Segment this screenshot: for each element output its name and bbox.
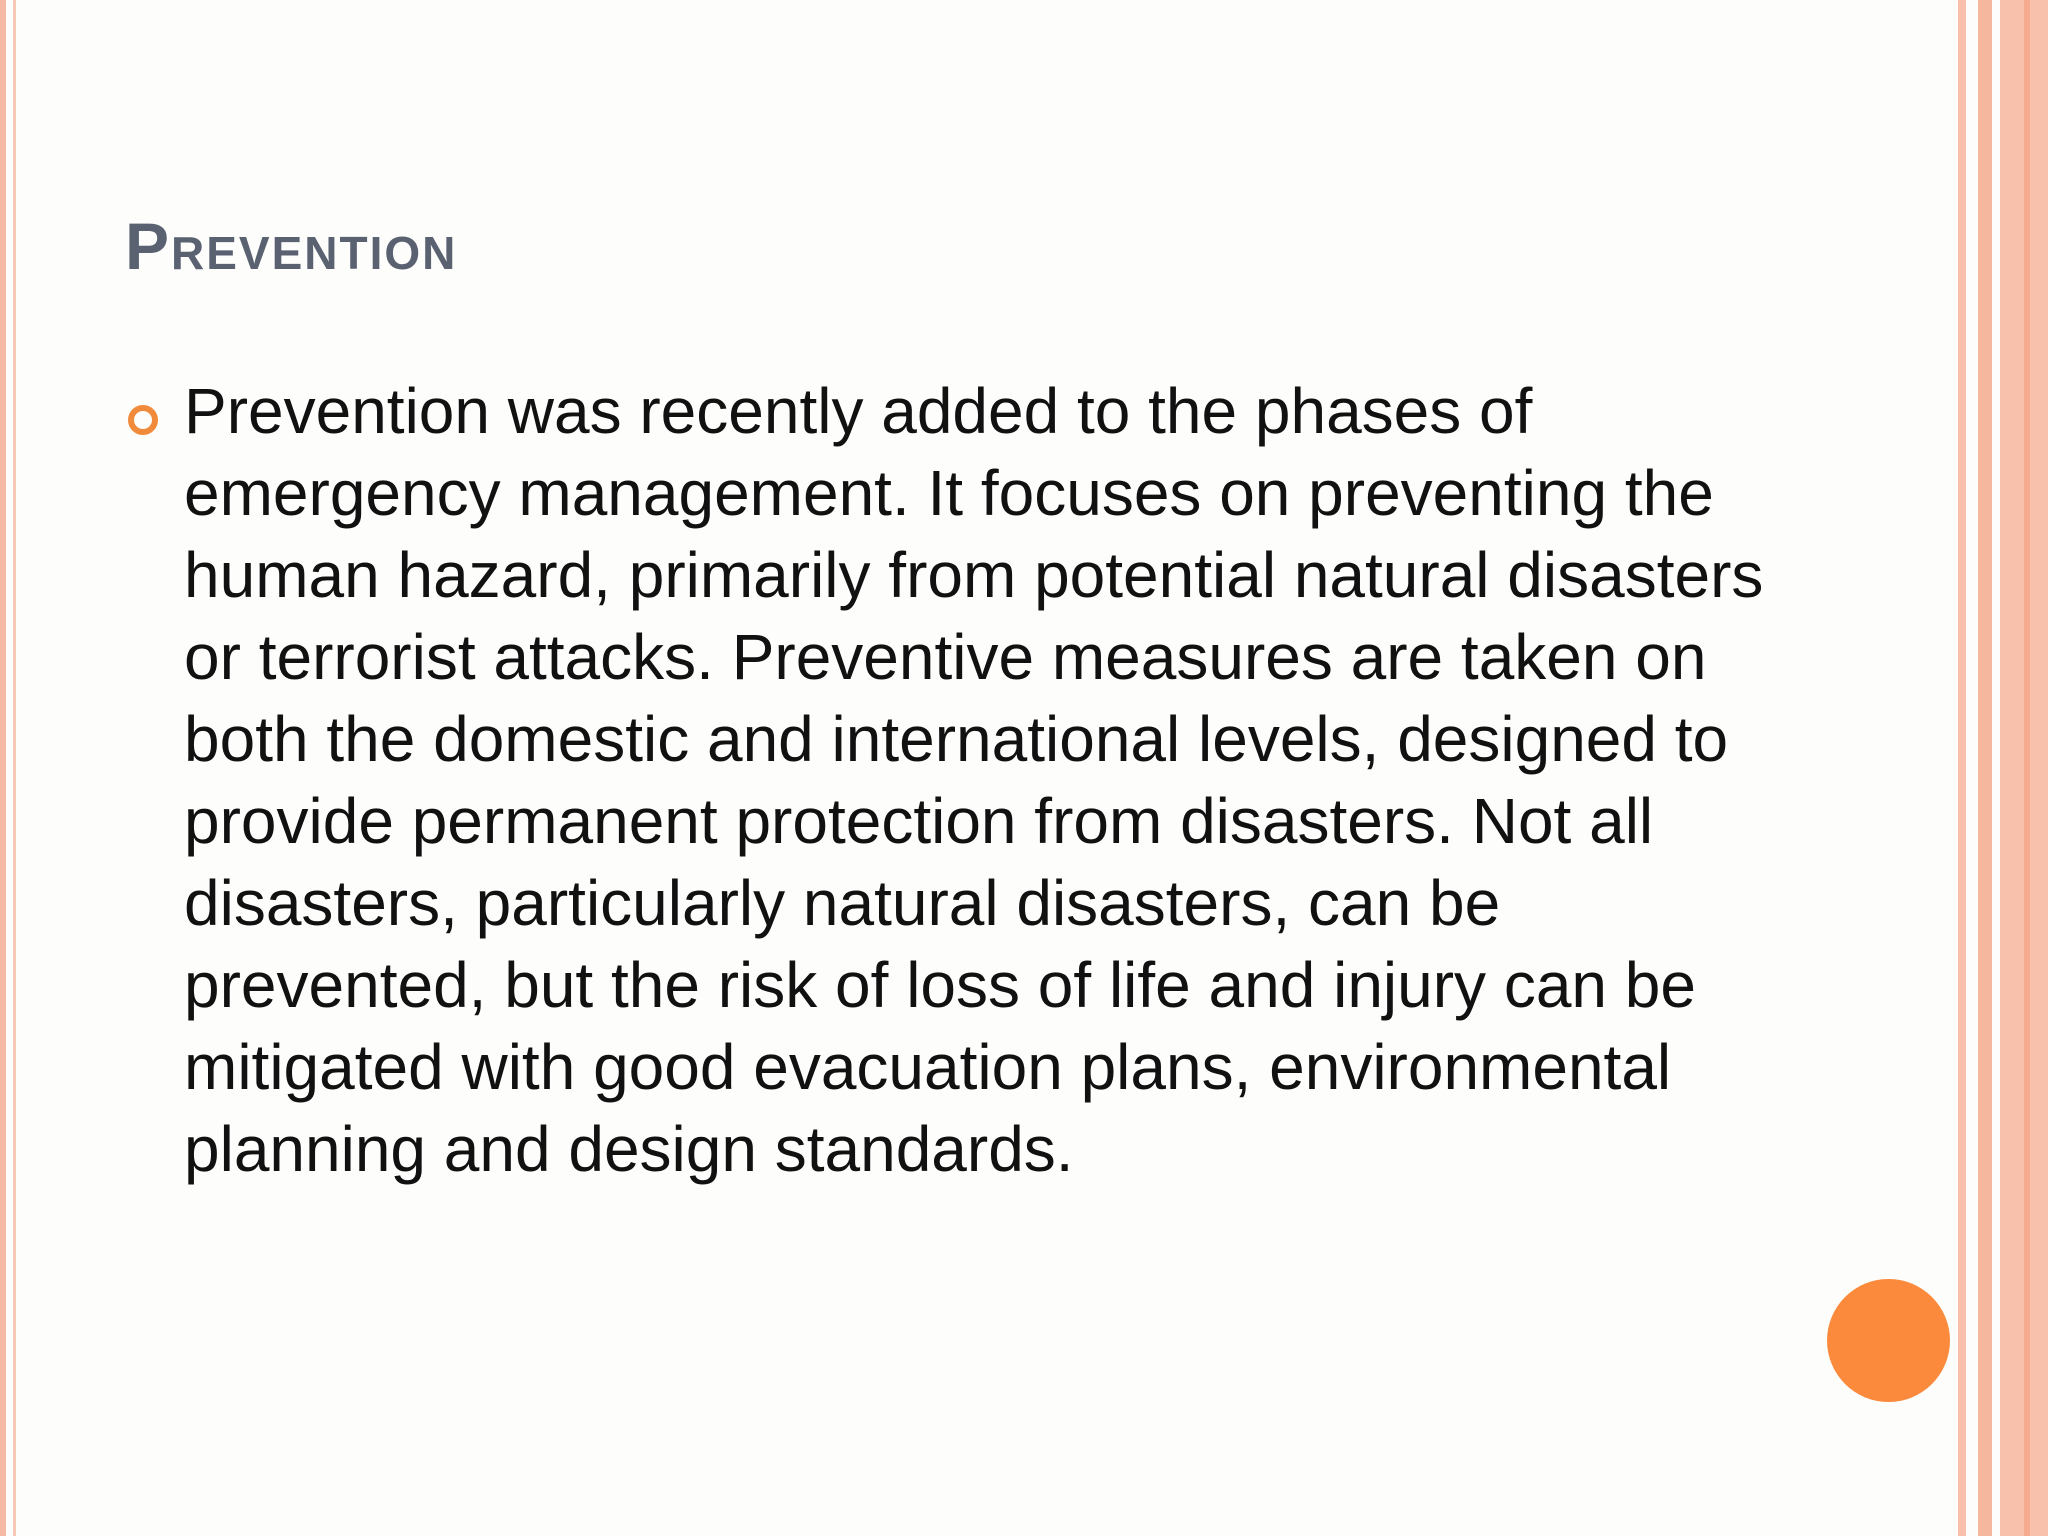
bullet-text: Prevention was recently added to the phases of emergency management. It focuses on preventing the human hazard, primarily from potential natural disasters or terrorist attacks. Preventive measures are taken on both the domestic and international levels, designed to provide permanent protection from disasters. Not all disasters, particularly natural disasters, can be prevented, but the risk of loss of life and injury can be mitigated with good evacuation plans, environmental planning and design standards. xyxy=(184,375,1764,1185)
right-border-stripe xyxy=(1958,0,1966,1536)
right-border-stripe-2 xyxy=(1978,0,1992,1536)
right-border-stripe-3 xyxy=(2024,0,2030,1536)
bullet-ring-icon xyxy=(128,405,158,435)
left-border-stripe-inner xyxy=(13,0,16,1536)
slide-title: Prevention xyxy=(125,209,458,283)
left-border-stripe xyxy=(0,0,6,1536)
decorative-circle-icon xyxy=(1827,1279,1950,1402)
